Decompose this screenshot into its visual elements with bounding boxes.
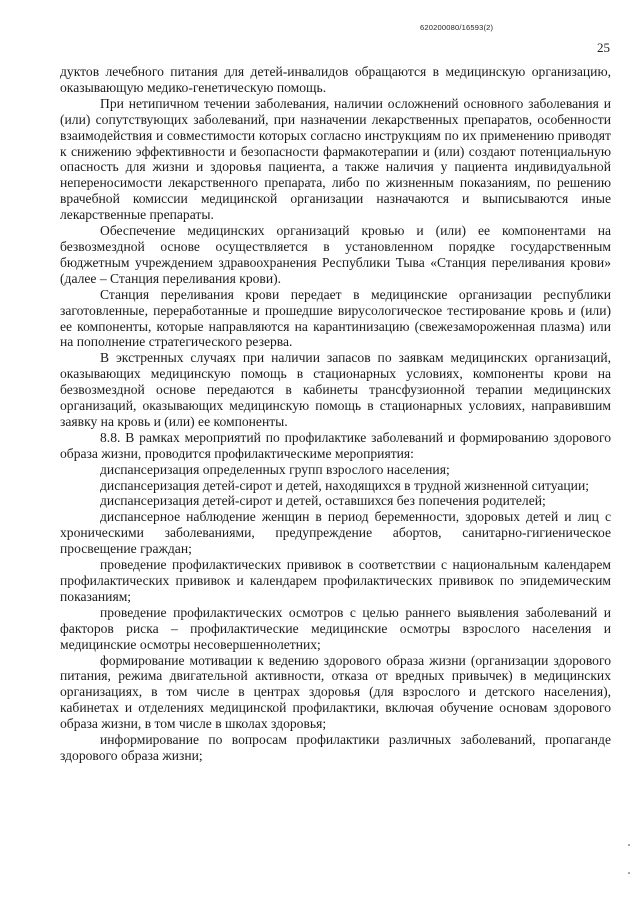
list-item: диспансеризация определенных групп взрослого населения; xyxy=(100,461,450,477)
body-text xyxy=(60,64,611,764)
list-item: информирование по вопросам профилактики различных заболеваний, пропаганде здорового образа жизни; xyxy=(60,732,611,763)
list-item: диспансеризация детей-сирот и детей, находящихся в трудной жизненной ситуации; xyxy=(100,477,589,493)
list-item: формирование мотивации к ведению здорового образа жизни (организации здорового питания, режима двигательной активности, отказа от вредных привычек) в медицинских организациях, в том числе в центрах здоровья (для взрослого и детского населения), кабинетах и отделениях медицинской профилактики, включая обучение основам здорового образа жизни, в том числе в школах здоровья; xyxy=(60,652,611,732)
paragraph-blood-station: Станция переливания крови передает в медицинские организации республики заготовленные, переработанные и прошедшие вирусологическое тестирование кровь и (или) ее компоненты, которые направляются на карантинизацию (свежезамороженная плазма) или на пополнение стратегического резерва. xyxy=(60,286,611,350)
list-item: проведение профилактических прививок в соответствии с национальным календарем профилактических прививок и календарем профилактических прививок по эпидемическим показаниям; xyxy=(60,557,611,604)
scan-artifact xyxy=(628,844,630,846)
section-8-8-intro: 8.8. В рамках мероприятий по профилактике заболеваний и формированию здорового образа жизни, проводится профилактическиме мероприятия: xyxy=(60,429,611,461)
document-id: 620200080/16593(2) xyxy=(420,23,494,32)
paragraph-blood-supply: Обеспечение медицинских организаций кровью и (или) ее компонентами на безвозмездной основе осуществляется в установленном порядке государственным бюджетным учреждением здравоохранения Республики Тыва «Станция переливания крови» (далее – Станция переливания крови). xyxy=(60,223,611,286)
list-item: диспансеризация детей-сирот и детей, оставшихся без попечения родителей; xyxy=(100,493,546,509)
paragraph-emergency-cases: В экстренных случаях при наличии запасов по заявкам медицинских организаций, оказывающих медицинскую помощь в стационарных условиях, компоненты крови на безвозмездной основе передаются в кабинеты трансфузионной терапии медицинских организаций, оказывающих медицинскую помощь в стационарных условиях, направившим заявку на кровь и (или) ее компоненты. xyxy=(60,350,611,429)
list-item: диспансерное наблюдение женщин в период беременности, здоровых детей и лиц с хроническими заболеваниями, предупреждение абортов, санитарно-гигиеническое просвещение граждан; xyxy=(60,509,611,557)
scan-artifact xyxy=(628,872,630,874)
list-item: проведение профилактических осмотров с целью раннего выявления заболеваний и факторов риска – профилактические медицинские осмотры взрослого населения и медицинские осмотры несовершеннолетних; xyxy=(60,604,611,652)
paragraph-drug-prescription: При нетипичном течении заболевания, наличии осложнений основного заболевания и (или) сопутствующих заболеваний, при назначении лекарственных препаратов, особенности взаимодействия и совместимости которых согласно инструкциям по их применению приводят к снижению эффективности и безопасности фармакотерапии и (или) создают потенциальную опасность для жизни и здоровья пациента, а также наличия у пациента индивидуальной непереносимости лекарственного препарата, либо по жизненным показаниям, по решению врачебной комиссии медицинской организации назначаются и выписываются иные лекарственные препараты. xyxy=(60,95,611,223)
paragraph-continuation: дуктов лечебного питания для детей-инвалидов обращаются в медицинскую организацию, оказывающую медико-генетическую помощь. xyxy=(60,64,611,95)
page-number: 25 xyxy=(597,40,610,55)
